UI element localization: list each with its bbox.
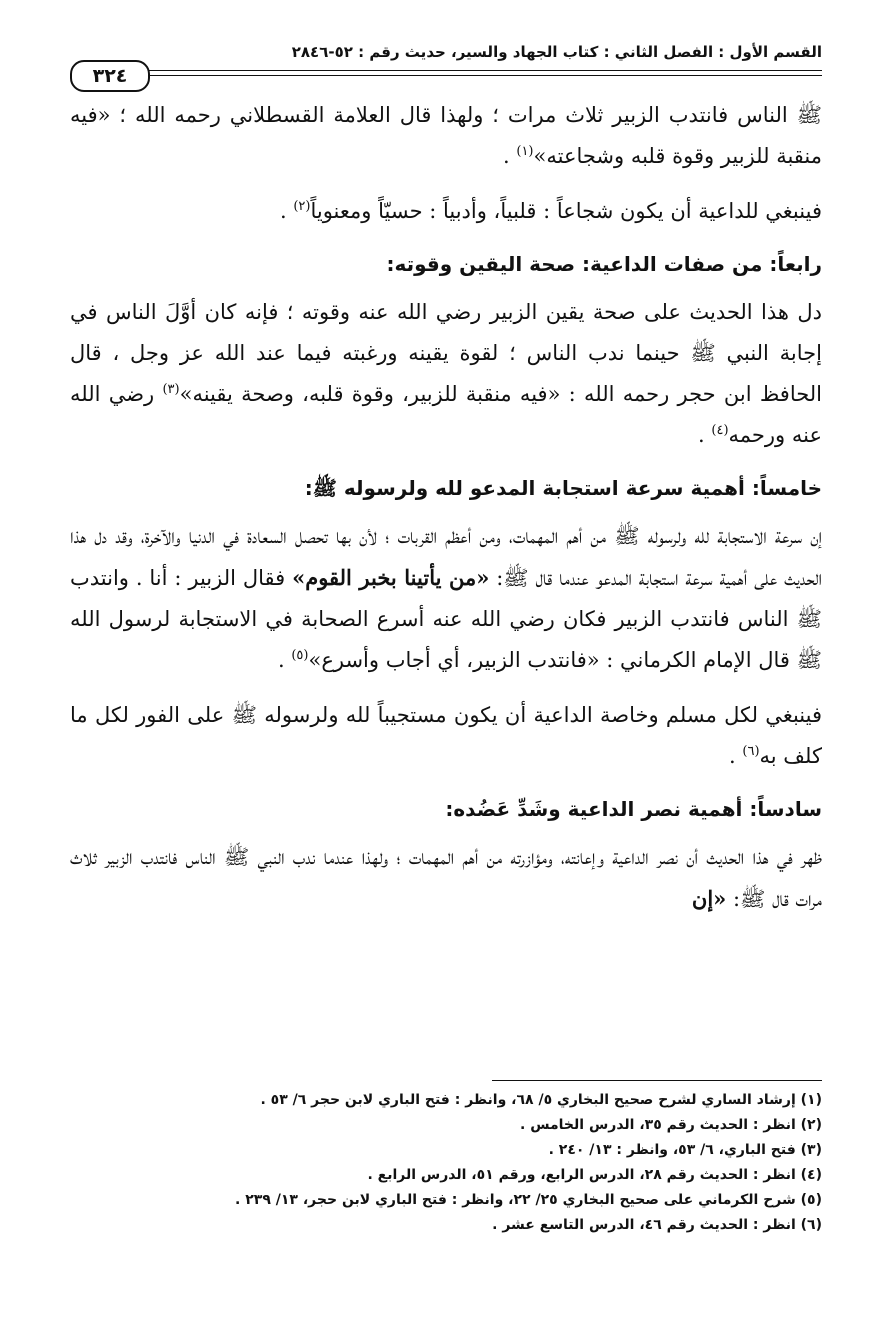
paragraph: فينبغي للداعية أن يكون شجاعاً : قلبياً، وأدبياً : حسيّاً ومعنوياً$^{(٢)}$ . — [279, 199, 822, 223]
footnote: (٢) انظر : الحديث رقم ٣٥، الدرس الخامس . — [520, 1117, 822, 1133]
footnote: (٦) انظر : الحديث رقم ٤٦، الدرس التاسع عشر . — [492, 1217, 822, 1233]
page-number: ٣٢٤ — [70, 60, 150, 92]
section-heading: خامساً: أهمية سرعة استجابة المدعو لله ولرسوله ﷺ: — [304, 476, 822, 500]
footnote: (٣) فتح الباري، ٦/ ٥٣، وانظر : ١٣/ ٢٤٠ . — [548, 1142, 822, 1158]
footnote-ref: (٦) — [742, 744, 760, 759]
paragraph: إن سرعة الاستجابة لله ولرسوله ﷺ من أهم المهمات، ومن أعظم القربات ؛ لأن بها تحصل السعادة في الدنيا والآخرة، وقد دل هذا الحديث على أهمية سرعة استجابة المدعو عندما قال ﷺ: «من يأتينا بخبر القوم» فقال الزبير : أنا . وانتدب ﷺ الناس فانتدب الزبير فكان رضي الله عنه أسرع الصحابة في الاستجابة لرسول الله ﷺ قال الإمام الكرماني : «فانتدب الزبير، أي أجاب وأسرع»$^{(٥)}$ . — [70, 524, 823, 672]
paragraph: ﷺ الناس فانتدب الزبير ثلاث مرات ؛ ولهذا قال العلامة القسطلاني رحمه الله ؛ «فيه منقبة للزبير وقوة قلبه وشجاعته»$^{(١)}$ . — [70, 103, 822, 168]
paragraph: ظهر في هذا الحديث أن نصر الداعية وإعانته، ومؤازرته من أهم المهمات ؛ ولهذا عندما ندب النبي ﷺ الناس فانتدب الزبير ثلاث مرات قال ﷺ: «إن — [70, 845, 822, 911]
running-head: القسم الأول : الفصل الثاني : كتاب الجهاد والسير، حديث رقم : ٥٢-٢٨٤٦ — [291, 43, 822, 61]
footnote: (٥) شرح الكرماني على صحيح البخاري ٢٥/ ٢٢، وانظر : فتح الباري لابن حجر، ١٣/ ٢٣٩ . — [235, 1192, 822, 1208]
footnote-ref: (٤) — [711, 423, 729, 438]
footnote-separator — [492, 1080, 822, 1081]
footnote-ref: (٢) — [293, 199, 311, 214]
footnote: (١) إرشاد الساري لشرح صحيح البخاري ٥/ ٦٨، وانظر : فتح الباري لابن حجر ٦/ ٥٣ . — [260, 1092, 822, 1108]
footnote-ref: (٥) — [291, 648, 309, 663]
section-heading: سادساً: أهمية نصر الداعية وشَدِّ عَضُده: — [445, 797, 822, 821]
footnote-ref: (٣) — [162, 382, 180, 397]
section-heading: رابعاً: من صفات الداعية: صحة اليقين وقوته: — [386, 252, 822, 276]
hadith-quote: «من يأتينا بخبر القوم» — [292, 565, 490, 590]
hadith-quote: «إن — [691, 886, 727, 911]
footnotes — [70, 1088, 822, 1238]
paragraph: دل هذا الحديث على صحة يقين الزبير رضي الله عنه وقوته ؛ فإنه كان أوَّلَ الناس في إجابة النبي ﷺ حينما ندب الناس ؛ لقوة يقينه ورغبته فيما عند الله عز وجل ، قال الحافظ ابن حجر رحمه الله : «فيه منقبة للزبير، وقوة قلبه، وصحة يقينه»$^{(٣)}$ رضي الله عنه ورحمه$^{(٤)}$ . — [70, 300, 823, 447]
footnote-ref: (١) — [516, 144, 534, 159]
header-rule-top — [140, 70, 822, 71]
footnote: (٤) انظر : الحديث رقم ٢٨، الدرس الرابع، ورقم ٥١، الدرس الرابع . — [367, 1167, 822, 1183]
page-body — [70, 95, 822, 934]
paragraph: فينبغي لكل مسلم وخاصة الداعية أن يكون مستجيباً لله ولرسوله ﷺ على الفور لكل ما كلف به$^{(٦)}$ . — [70, 703, 822, 768]
header-rule-bottom — [140, 75, 822, 76]
